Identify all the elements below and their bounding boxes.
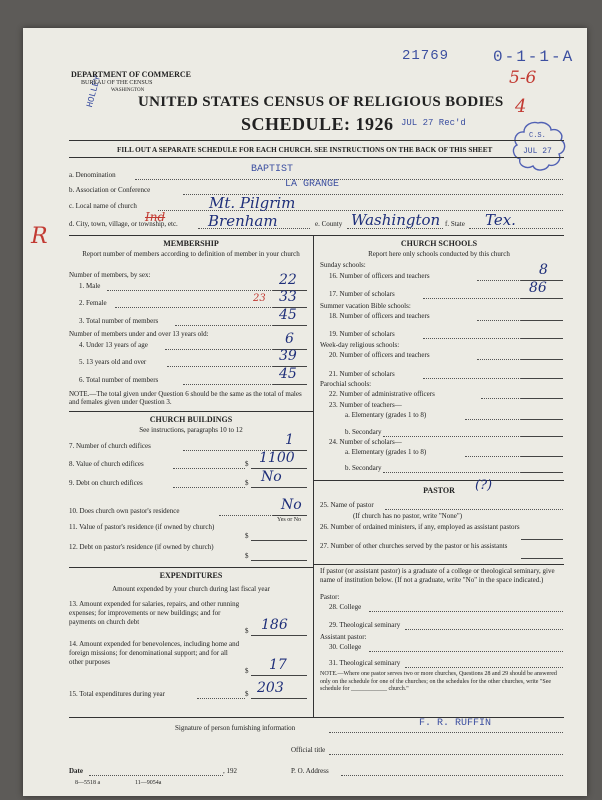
summer-schools-heading: Summer vacation Bible schools:: [320, 302, 411, 310]
q16-value: 8: [539, 262, 548, 278]
buildings-intro: See instructions, paragraphs 10 to 12: [139, 426, 243, 434]
over-13-value: 39: [279, 348, 297, 364]
q12-label: 12. Debt on pastor's residence (if owned by church): [69, 543, 214, 551]
total6-label: 6. Total number of members: [79, 376, 159, 384]
state-label: f. State: [445, 220, 465, 228]
total-members-value: 45: [279, 307, 297, 323]
over-13-label: 5. 13 years old and over: [79, 358, 147, 366]
q24a-label: a. Elementary (grades 1 to 8): [345, 448, 427, 456]
weekday-schools-heading: Week-day religious schools:: [320, 341, 400, 349]
parochial-schools-heading: Parochial schools:: [320, 380, 372, 388]
membership-title: MEMBERSHIP: [163, 239, 219, 248]
total-members-label: 3. Total number of members: [79, 317, 159, 325]
association-value: LA GRANGE: [285, 179, 340, 190]
denomination-label: a. Denomination: [69, 171, 116, 179]
q18-label: 18. Number of officers and teachers: [329, 312, 430, 320]
q26-label: 26. Number of ordained ministers, if any, employed as assistant pastors: [320, 523, 520, 531]
q8-label: 8. Value of church edifices: [69, 460, 144, 468]
circle-stamp-top: C.S.: [529, 132, 546, 140]
q28-label: 28. College: [329, 603, 362, 611]
female-label: 2. Female: [79, 299, 107, 307]
female-value: 33: [279, 289, 297, 305]
college-intro: If pastor (or assistant pastor) is a graduate of a college or theological seminary, give name of institution below. (If not a graduate, write "No" in the space indicated.): [320, 567, 555, 584]
q7-label: 7. Number of church edifices: [69, 442, 151, 450]
pastor-title: PASTOR: [423, 486, 455, 495]
q17-label: 17. Number of scholars: [329, 290, 395, 298]
q9-value: No: [261, 469, 282, 485]
stamp-number: 21769: [402, 48, 450, 64]
red-fraction: 5-6: [509, 68, 537, 88]
church-name-label: c. Local name of church: [69, 202, 137, 210]
under-13-label: 4. Under 13 years of age: [79, 341, 148, 349]
q25-hint: (If church has no pastor, write "None"): [353, 512, 463, 520]
q10-hint: Yes or No: [277, 517, 302, 523]
q27-label: 27. Number of other churches served by the pastor or his assistants: [320, 542, 508, 550]
association-label: b. Association or Conference: [69, 186, 151, 194]
q22-label: 22. Number of administrative officers: [329, 390, 435, 398]
q24-label: 24. Number of scholars—: [329, 438, 402, 446]
male-label: 1. Male: [79, 282, 101, 290]
q10-label: 10. Does church own pastor's residence: [69, 507, 180, 515]
assistant-heading: Assistant pastor:: [320, 633, 367, 641]
schools-intro: Report here only schools conducted by this church: [368, 250, 510, 258]
pastor-title-mark: (?): [475, 478, 493, 493]
po-address-label: P. O. Address: [291, 767, 329, 775]
schools-title: CHURCH SCHOOLS: [400, 239, 478, 248]
struck-text: Ind: [145, 210, 166, 224]
year-label: , 192: [223, 767, 237, 775]
instruction-line: FILL OUT A SEPARATE SCHEDULE FOR EACH CHURCH. SEE INSTRUCTIONS ON THE BACK OF THIS SHEET: [117, 146, 493, 154]
county-label: e. County: [315, 220, 343, 228]
red-number: 4: [515, 96, 527, 117]
form-title: UNITED STATES CENSUS OF RELIGIOUS BODIES: [138, 94, 504, 110]
received-circle-stamp: [509, 120, 567, 172]
expenditures-intro: Amount expended by your church during last fiscal year: [112, 585, 270, 593]
official-title-label: Official title: [291, 746, 326, 754]
county-value: Washington: [351, 211, 441, 229]
form-subtitle: SCHEDULE: 1926: [241, 114, 394, 134]
q24b-label: b. Secondary: [345, 464, 382, 472]
census-schedule-sheet: 21769 0-1-1-A 5-6 4 HOLLEY C.S. JUL 27 DEPARTMENT OF COMMERCE BUREAU OF THE CENSUS WASHINGTON UNITED STATES CENSUS OF RELIGIOUS BODIES SCHEDULE: 1926 JUL 27 Rec'd FILL OUT A SEPARATE SCHEDULE FOR EACH CHURCH. SEE INSTRUCTIONS ON THE BACK OF THIS SHEET R a. Denomination BAPTIST b. Association or Conference LA GRANGE c. Local name of church Mt. Pilgrim d. City, town, village, or township, etc. Ind Brenham e. County Washington f. State Tex. MEMBERSHIP Report number of members according to definition of member in your church Number of members, by sex: 1. Male 22 2. Female 23 33 3. Total number of members 45 Number of members under and over 13 years old: 4. Under 13 years of age 6 5. 13 years old and over 39 6. Total number of members 45 NOTE.—The total given under Question 6 should be the same as the total of males and females given under Question 3. CHURCH BUILDINGS See instructions, paragraphs 10 to 12 7. Number of church edifices 1 8. Value of church edifices $ 1100 9. Debt on church edifices $ No 10. Does church own pastor's residence No Yes or No 11. Value of pastor's residence (if owned by church) $ 12. Debt on pastor's residence (if owned by church) $ EXPENDITURES Amount expended by your church during last fiscal year 13. Amount expended for salaries, repairs, and other running expenses; for improvements or new buildings; and for payments on church debt $ 186 14. Amount expended for benevolences, including home and foreign missions; for denominational support; and for all other purposes $ 17 15. Total expenditures during year $ 203 CHURCH SCHOOLS Report here only schools conducted by this church Sunday schools: 16. Number of officers and teachers 8 17. Number of scholars 86 Summer vacation Bible schools: 18. Number of officers and teachers 19. Number of scholars Week-day religious schools: 20. Number of officers and teachers 21. Number of scholars Parochial schools: 22. Number of administrative officers 23. Number of teachers— a. Elementary (grades 1 to 8) b. Secondary 24. Number of scholars— a. Elementary (grades 1 to 8) b. Secondary PASTOR (?) 25. Name of pastor (If church has no pastor, write "None") 26. Number of ordained ministers, if any, employed as assistant pastors 27. Number of other churches served by the pastor or his assistants If pastor (or assistant pastor) is a graduate of a college or theological seminary, give name of institution below. (If not a graduate, write "No" in the space indicated.) Pastor: 28. College 29. Theological seminary Assistant pastor: 30. College 31. Theological seminary NOTE.—Where one pastor serves two or more churches, Questions 28 and 29 should be answered only on the schedule for one of the churches; on the schedules for the other churches, write "See schedule for ____________ church." Signature of person furnishing information F. R. RUFFIN Official title Date , 192 P. O. Address 8—5518 a 11—9054a: [23, 28, 587, 796]
city-label: d. City, town, village, or township, etc.: [69, 220, 178, 228]
q10-value: No: [281, 497, 302, 513]
department-name: DEPARTMENT OF COMMERCE: [71, 70, 192, 79]
circle-stamp-bottom: JUL 27: [523, 147, 552, 156]
under-13-value: 6: [285, 331, 294, 347]
denomination-value: BAPTIST: [251, 164, 294, 175]
sunday-schools-heading: Sunday schools:: [320, 261, 366, 269]
side-stamp: HOLLEY: [85, 74, 104, 109]
bureau-name: BUREAU OF THE CENSUS: [81, 80, 153, 86]
q29-label: 29. Theological seminary: [329, 621, 401, 629]
city-name: WASHINGTON: [111, 88, 145, 93]
q31-label: 31. Theological seminary: [329, 659, 401, 667]
church-name-value: Mt. Pilgrim: [209, 194, 296, 212]
buildings-title: CHURCH BUILDINGS: [149, 415, 233, 424]
q14-value: 17: [269, 657, 287, 673]
city-value: Brenham: [208, 212, 278, 230]
code-stamp: 0-1-1-A: [493, 48, 575, 66]
q9-label: 9. Debt on church edifices: [69, 479, 143, 487]
q19-label: 19. Number of scholars: [329, 330, 395, 338]
q11-label: 11. Value of pastor's residence (if owned by church): [69, 523, 215, 531]
membership-intro: Report number of members according to definition of member in your church: [82, 250, 300, 258]
total6-value: 45: [279, 366, 297, 382]
q23-label: 23. Number of teachers—: [329, 401, 402, 409]
q21-label: 21. Number of scholars: [329, 370, 395, 378]
q14-label: 14. Amount expended for benevolences, including home and foreign missions; for denominational support; and for all other purposes: [69, 640, 240, 666]
q7-value: 1: [285, 432, 294, 448]
age-intro: Number of members under and over 13 years old:: [69, 330, 209, 338]
membership-note: NOTE.—The total given under Question 6 should be the same as the total of males and females given under Question 3.: [69, 390, 302, 406]
female-red-value: 23: [253, 293, 266, 304]
q16-label: 16. Number of officers and teachers: [329, 272, 430, 280]
q23a-label: a. Elementary (grades 1 to 8): [345, 411, 427, 419]
q8-value: 1100: [259, 450, 295, 466]
state-value: Tex.: [485, 211, 516, 229]
pastor-note: NOTE.—Where one pastor serves two or more churches, Questions 28 and 29 should be answered only on the schedule for one of the churches; on the schedules for the other churches, write "See schedule for ____________ church.": [320, 671, 557, 692]
by-sex-label: Number of members, by sex:: [69, 271, 151, 279]
q15-value: 203: [257, 680, 284, 696]
date-label: Date: [69, 767, 83, 775]
form-code-2: 11—9054a: [135, 780, 162, 786]
male-value: 22: [279, 272, 297, 288]
q15-label: 15. Total expenditures during year: [69, 690, 165, 698]
received-date-stamp: JUL 27 Rec'd: [401, 118, 466, 128]
pastor-heading: Pastor:: [320, 593, 340, 601]
q30-label: 30. College: [329, 643, 362, 651]
q13-label: 13. Amount expended for salaries, repairs, and other running expenses; for improvements or new buildings; and for payments on church debt: [69, 600, 240, 626]
q13-value: 186: [261, 617, 288, 633]
q23b-label: b. Secondary: [345, 428, 382, 436]
red-mark: R: [31, 224, 48, 249]
signature-value: F. R. RUFFIN: [419, 718, 492, 729]
q17-value: 86: [529, 280, 547, 296]
q25-label: 25. Name of pastor: [320, 501, 374, 509]
expenditures-title: EXPENDITURES: [159, 571, 223, 580]
q20-label: 20. Number of officers and teachers: [329, 351, 430, 359]
signature-label: Signature of person furnishing information: [175, 724, 296, 732]
form-code: 8—5518 a: [75, 780, 101, 786]
